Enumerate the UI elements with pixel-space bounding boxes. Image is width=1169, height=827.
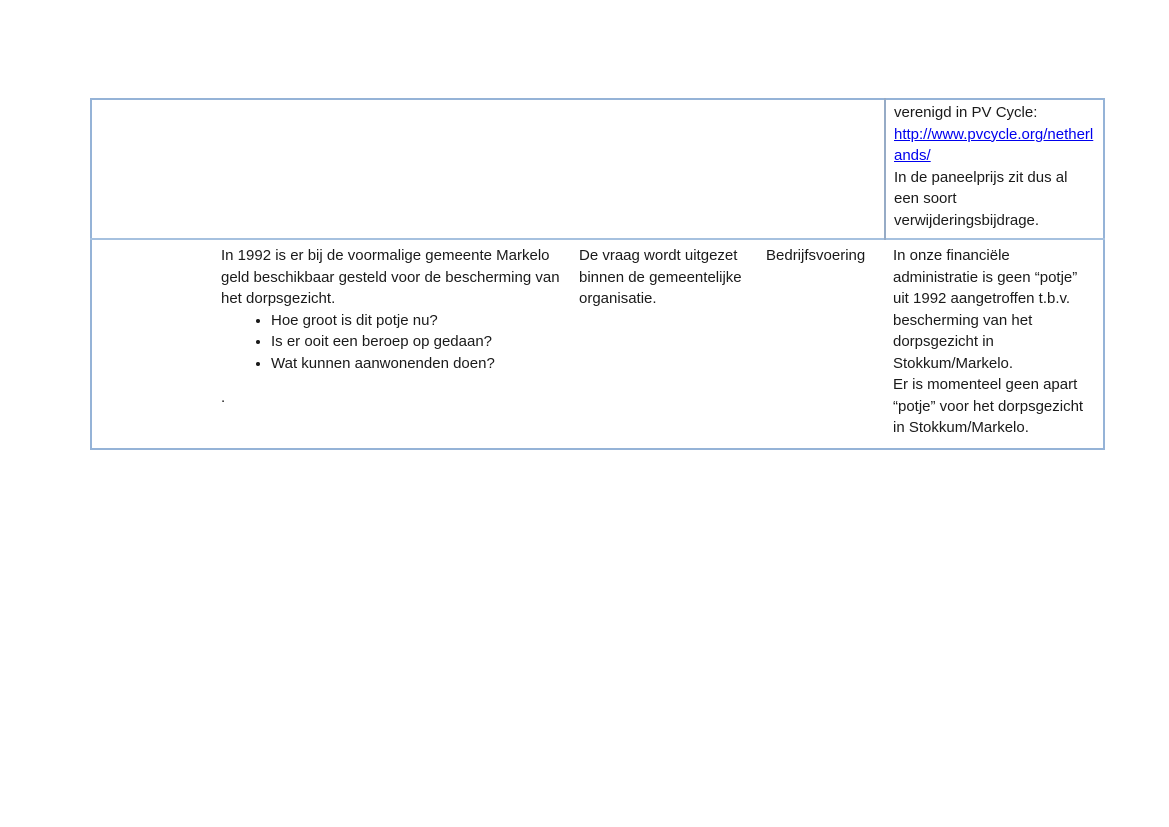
note-followup-text: In de paneelprijs zit dus al een soort verwijderingsbijdrage. bbox=[894, 168, 1068, 229]
pvcycle-link[interactable]: http://www.pvcycle.org/netherlands/ bbox=[894, 125, 1094, 164]
table-row-continued bbox=[91, 99, 1104, 239]
question-item: • Is er ooit een beroep op gedaan? bbox=[271, 331, 563, 353]
review-table bbox=[90, 98, 1105, 450]
note-intro-line: verenigd in PV Cycle: bbox=[894, 104, 1038, 121]
answer-paragraph-1: In onze financiële administratie is geen “potje” uit 1992 aangetroffen t.b.v. bescherming van het dorpsgezicht in Stokkum/Markelo. bbox=[893, 247, 1078, 372]
department-cell: Bedrijfsvoering bbox=[758, 239, 885, 449]
answer-cell bbox=[885, 239, 1104, 449]
question-list bbox=[221, 310, 563, 375]
question-cell bbox=[213, 239, 571, 449]
table-row-question bbox=[91, 239, 1104, 449]
answer-paragraph-2: Er is momenteel geen apart “potje” voor het dorpsgezicht in Stokkum/Markelo. bbox=[893, 376, 1084, 436]
action-cell: De vraag wordt uitgezet binnen de gemeentelijke organisatie. bbox=[571, 239, 758, 449]
empty-cell bbox=[91, 239, 213, 449]
pv-cycle-note-cell bbox=[885, 99, 1104, 239]
empty-merged-cell bbox=[91, 99, 885, 239]
trailing-period: . bbox=[221, 389, 226, 406]
question-intro: In 1992 is er bij de voormalige gemeente Markelo geld beschikbaar gesteld voor de bescherming van het dorpsgezicht. bbox=[221, 247, 560, 307]
question-item: • Wat kunnen aanwonenden doen? bbox=[271, 353, 563, 375]
question-item: • Hoe groot is dit potje nu? bbox=[271, 310, 563, 332]
